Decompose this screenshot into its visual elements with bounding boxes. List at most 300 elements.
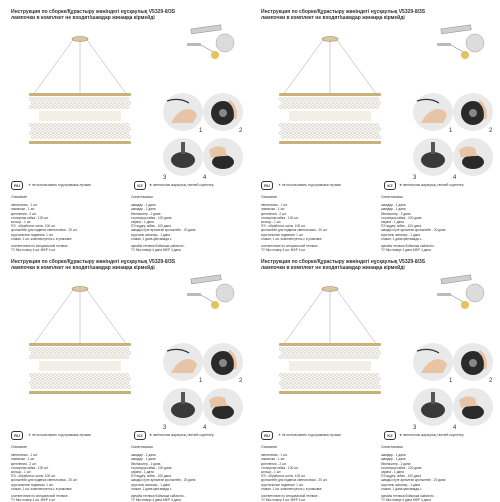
crystal-bead xyxy=(279,123,282,126)
hand-socket-icon xyxy=(203,138,243,176)
crystal-bead xyxy=(89,381,92,384)
crystal-bead xyxy=(59,351,62,354)
crystal-bead xyxy=(111,101,114,104)
crystal-bead xyxy=(61,97,64,100)
crystal-bead xyxy=(69,381,72,384)
crystal-bead xyxy=(311,131,314,134)
crystal-bead xyxy=(307,381,310,384)
crystal-bead xyxy=(99,351,102,354)
crystal-bead xyxy=(43,135,46,138)
crystal-bead xyxy=(355,105,358,108)
step-number-1: 1 xyxy=(449,378,453,384)
crystal-bead xyxy=(93,131,96,134)
crystal-bead xyxy=(295,105,298,108)
crystal-bead xyxy=(29,131,32,134)
crystal-bead xyxy=(309,127,312,130)
crystal-bead xyxy=(113,105,116,108)
crystal-bead xyxy=(297,377,300,380)
crystal-bead xyxy=(359,97,362,100)
crystal-bead xyxy=(321,377,324,380)
crystal-bead xyxy=(73,131,76,134)
crystal-bead xyxy=(343,355,346,358)
crystal-bead xyxy=(283,123,286,126)
crystal-bead xyxy=(295,381,298,384)
crystal-bead xyxy=(79,135,82,138)
step-1-illustration xyxy=(163,93,203,131)
crystal-bead xyxy=(59,101,62,104)
ru-note: ☀ не использовать под прямыми лучами xyxy=(278,432,341,437)
crystal-bead xyxy=(345,101,348,104)
ru-description-line: стакан, 1 шт. комплектуется ≥ в упаковке xyxy=(261,236,322,241)
chandelier-drawing xyxy=(279,287,381,395)
crystal-bead xyxy=(345,127,348,130)
lamp-cap-icon xyxy=(203,93,243,131)
crystal-bead xyxy=(113,97,116,100)
crystal-bead xyxy=(73,123,76,126)
crystal-bead xyxy=(343,381,346,384)
crystal-bead xyxy=(125,131,128,134)
crystal-bead xyxy=(307,131,310,134)
crystal-bead xyxy=(345,377,348,380)
crystal-bead xyxy=(371,381,374,384)
crystal-bead xyxy=(69,131,72,134)
crystal-bead xyxy=(281,135,284,138)
crystal-bead xyxy=(109,355,112,358)
crystal-bead xyxy=(87,135,90,138)
crystal-bead xyxy=(343,97,346,100)
crystal-bead xyxy=(125,381,128,384)
crystal-bead xyxy=(127,101,130,104)
ru-description-line: стакан, 1 шт. комплектуется ≥ в упаковке xyxy=(261,486,322,491)
crystal-bead xyxy=(81,131,84,134)
crystal-bead xyxy=(305,377,308,380)
step-4-illustration xyxy=(453,138,493,176)
step-2-illustration xyxy=(453,343,493,381)
crystal-bead xyxy=(53,373,56,376)
step-number-1: 1 xyxy=(199,128,203,134)
crystal-bead xyxy=(123,385,126,388)
crystal-bead xyxy=(75,351,78,354)
crystal-bead xyxy=(45,131,48,134)
crystal-bead xyxy=(37,373,40,376)
crystal-bead xyxy=(61,355,64,358)
crystal-bead xyxy=(329,385,332,388)
crystal-bead xyxy=(351,347,354,350)
crystal-bead xyxy=(85,105,88,108)
crystal-bead xyxy=(283,105,286,108)
crystal-bead xyxy=(127,385,130,388)
crystal-bead xyxy=(365,377,368,380)
crystal-bead xyxy=(41,347,44,350)
crystal-bead xyxy=(119,351,122,354)
kz-description xyxy=(131,195,231,252)
crystal-bead xyxy=(375,105,378,108)
crystal-bead xyxy=(343,131,346,134)
crystal-bead xyxy=(75,377,78,380)
crystal-bead xyxy=(105,381,108,384)
crystal-bead xyxy=(51,385,54,388)
crystal-bead xyxy=(295,123,298,126)
crystal-bead xyxy=(283,131,286,134)
step-1-illustration xyxy=(413,93,453,131)
crystal-bead xyxy=(375,355,378,358)
ru-description-line: кольцо - 1 шт. xyxy=(11,220,32,225)
crystal-bead xyxy=(335,131,338,134)
crystal-bead xyxy=(77,105,80,108)
crystal-bead xyxy=(367,105,370,108)
crystal-bead xyxy=(47,385,50,388)
step-2-illustration xyxy=(453,93,493,131)
crystal-bead xyxy=(75,135,78,138)
crystal-bead xyxy=(63,135,66,138)
crystal-bead xyxy=(319,97,322,100)
crystal-bead xyxy=(309,351,312,354)
crystal-bead xyxy=(303,123,306,126)
chandelier-illustration xyxy=(5,33,155,168)
crystal-bead xyxy=(59,127,62,130)
crystal-bead xyxy=(357,135,360,138)
crystal-bead xyxy=(363,355,366,358)
crystal-bead xyxy=(279,373,282,376)
crystal-bead xyxy=(353,377,356,380)
crystal-bead xyxy=(309,101,312,104)
step-4-illustration xyxy=(203,138,243,176)
crystal-bead xyxy=(37,131,40,134)
crystal-bead xyxy=(55,351,58,354)
crystal-bead xyxy=(93,105,96,108)
crystal-bead xyxy=(33,97,36,100)
crystal-bead xyxy=(331,123,334,126)
kz-note: ★ светильник жарықтың тікелей сәулелер xyxy=(149,432,214,437)
crystal-bead xyxy=(29,347,32,350)
ru-description-line: светильник - 1 шт. xyxy=(261,203,288,208)
crystal-bead xyxy=(121,97,124,100)
crystal-bead xyxy=(35,351,38,354)
crystal-bead xyxy=(101,355,104,358)
crystal-bead xyxy=(359,131,362,134)
step-3-illustration xyxy=(413,388,453,426)
crystal-bead xyxy=(327,373,330,376)
crystal-bead xyxy=(31,127,34,130)
crystal-bead xyxy=(39,135,42,138)
crystal-bead xyxy=(97,373,100,376)
crystal-bead xyxy=(117,131,120,134)
crystal-bead xyxy=(91,127,94,130)
crystal-bead xyxy=(315,347,318,350)
crystal-bead xyxy=(71,101,74,104)
crystal-bead xyxy=(87,377,90,380)
crystal-bead xyxy=(291,131,294,134)
crystal-bead xyxy=(335,381,338,384)
crystal-bead xyxy=(95,101,98,104)
title-line-2: лампочки в комплект не входят/шамдар жинаққа кірмейді xyxy=(11,15,155,21)
ru-note: ☀ не использовать под прямыми лучами xyxy=(278,182,341,187)
crystal-bead xyxy=(87,127,90,130)
crystal-bead xyxy=(319,355,322,358)
crystal-bead xyxy=(293,351,296,354)
crystal-bead xyxy=(35,385,38,388)
lamp-cap-icon xyxy=(453,343,493,381)
sheet-title xyxy=(261,259,436,271)
crystal-bead xyxy=(301,377,304,380)
crystal-bead xyxy=(377,135,380,138)
crystal-bead xyxy=(77,347,80,350)
crystal-bead xyxy=(121,355,124,358)
crystal-bead xyxy=(279,347,282,350)
crystal-bead xyxy=(103,377,106,380)
crystal-bead xyxy=(51,135,54,138)
crystal-bead xyxy=(97,123,100,126)
crystal-bead xyxy=(77,123,80,126)
crystal-bead xyxy=(307,347,310,350)
kz-description-line: тоқтатқыш гайка - 100 дана xyxy=(131,465,172,470)
crystal-bead xyxy=(115,135,118,138)
crystal-bead xyxy=(363,123,366,126)
crystal-bead xyxy=(79,377,82,380)
crystal-bead xyxy=(99,101,102,104)
crystal-bead xyxy=(41,373,44,376)
crystal-bead xyxy=(41,131,44,134)
crystal-bead xyxy=(363,347,366,350)
crystal-bead xyxy=(29,373,32,376)
crystal-bead xyxy=(323,97,326,100)
title-line-2: лампочки в комплект не входят/шамдар жинаққа кірмейді xyxy=(261,15,405,21)
kz-description-line: сақина - 1 дана xyxy=(381,470,404,475)
crystal-bead xyxy=(91,377,94,380)
crystal-bead xyxy=(95,385,98,388)
crystal-bead xyxy=(373,385,376,388)
crystal-bead xyxy=(85,123,88,126)
crystal-bead xyxy=(279,355,282,358)
kz-description-line: бекіткіштер - 2 дана xyxy=(381,461,411,466)
crystal-bead xyxy=(45,123,48,126)
crystal-bead xyxy=(345,135,348,138)
crystal-bead xyxy=(113,347,116,350)
crystal-bead xyxy=(369,127,372,130)
step-number-4: 4 xyxy=(203,425,207,431)
crystal-bead xyxy=(303,355,306,358)
kz-header: Сипаттамасы xyxy=(381,195,403,199)
ru-description-line: хрустальные подвески: 1 шт. xyxy=(11,482,54,487)
crystal-bead xyxy=(105,97,108,100)
crystal-bead xyxy=(111,351,114,354)
ru-header: Описание xyxy=(11,445,28,449)
crystal-bead xyxy=(331,381,334,384)
ru-description-line: кронштейн для подвеса светильника - 20 шт. xyxy=(261,478,328,483)
crystal-bead xyxy=(327,123,330,126)
crystal-bead xyxy=(357,377,360,380)
ru-description-line: светильник - 1 шт. xyxy=(261,453,288,458)
ru-description-line: светильник - 1 шт. xyxy=(11,453,38,458)
step-number-2: 2 xyxy=(489,128,493,134)
crystal-bead xyxy=(89,97,92,100)
crystal-bead xyxy=(319,105,322,108)
crystal-bead xyxy=(371,131,374,134)
crystal-bead xyxy=(53,347,56,350)
crystal-bead xyxy=(365,351,368,354)
kz-note: ★ светильник жарықтың тікелей сәулелер xyxy=(399,432,464,437)
crystal-bead xyxy=(377,385,380,388)
crystal-bead xyxy=(351,97,354,100)
kz-footer-line: ТУ Мкс нөмірі 4 дана МФР 4 дана xyxy=(381,248,431,253)
crystal-bead xyxy=(311,381,314,384)
crystal-bead xyxy=(55,101,58,104)
crystal-bead xyxy=(63,101,66,104)
crystal-bead xyxy=(121,131,124,134)
crystal-bead xyxy=(335,123,338,126)
crystal-bead xyxy=(297,127,300,130)
crystal-bead xyxy=(101,105,104,108)
crystal-bead xyxy=(299,355,302,358)
crystal-bead xyxy=(355,347,358,350)
crystal-bead xyxy=(67,351,70,354)
crystal-bead xyxy=(361,127,364,130)
crystal-bead xyxy=(345,385,348,388)
crystal-bead xyxy=(285,385,288,388)
crystal-bead xyxy=(327,381,330,384)
crystal-bead xyxy=(29,123,32,126)
crystal-bead xyxy=(89,123,92,126)
crystal-bead xyxy=(81,355,84,358)
crystal-bead xyxy=(117,373,120,376)
chandelier-illustration xyxy=(255,33,405,168)
crystal-bead xyxy=(87,385,90,388)
crystal-bead xyxy=(45,373,48,376)
crystal-bead xyxy=(359,381,362,384)
crystal-bead xyxy=(307,373,310,376)
kz-description-line: ПЭ өңдеу: жібек - 100 дана xyxy=(131,474,171,479)
crystal-bead xyxy=(63,351,66,354)
crystal-bead xyxy=(375,373,378,376)
crystal-bead xyxy=(127,127,130,130)
crystal-bead xyxy=(69,373,72,376)
crystal-bead xyxy=(339,97,342,100)
crystal-bead xyxy=(87,351,90,354)
crystal-bead xyxy=(97,131,100,134)
crystal-bead xyxy=(295,373,298,376)
crystal-bead xyxy=(97,97,100,100)
crystal-bead xyxy=(51,127,54,130)
crystal-bead xyxy=(45,105,48,108)
crystal-bead xyxy=(323,123,326,126)
crystal-bead xyxy=(123,377,126,380)
crystal-bead xyxy=(107,377,110,380)
crystal-bead xyxy=(367,381,370,384)
crystal-bead xyxy=(347,347,350,350)
crystal-bead xyxy=(103,385,106,388)
crystal-bead xyxy=(87,101,90,104)
kz-footer-line: арнайы техника бойынша сәйкестік - xyxy=(131,494,186,499)
crystal-bead xyxy=(299,347,302,350)
crystal-bead xyxy=(355,123,358,126)
crystal-bead xyxy=(373,135,376,138)
step-1-illustration xyxy=(413,343,453,381)
crystal-bead xyxy=(101,373,104,376)
crystal-bead xyxy=(47,377,50,380)
crystal-bead xyxy=(73,373,76,376)
crystal-bead xyxy=(339,347,342,350)
crystal-bead xyxy=(73,381,76,384)
crystal-bead xyxy=(331,105,334,108)
title-line-2: лампочки в комплект не входят/шамдар жинаққа кірмейді xyxy=(261,265,405,271)
crystal-bead xyxy=(113,131,116,134)
crystal-bead xyxy=(313,135,316,138)
crystal-bead xyxy=(281,377,284,380)
crystal-bead xyxy=(339,105,342,108)
kz-description-line: тоқтатқыш гайка - 100 дана xyxy=(131,215,172,220)
crystal-bead xyxy=(317,135,320,138)
crystal-bead xyxy=(107,135,110,138)
crystal-bead xyxy=(65,105,68,108)
step-2-illustration xyxy=(203,343,243,381)
crystal-bead xyxy=(367,373,370,376)
crystal-bead xyxy=(115,127,118,130)
crystal-bead xyxy=(341,351,344,354)
crystal-bead xyxy=(65,131,68,134)
crystal-bead xyxy=(103,127,106,130)
crystal-bead xyxy=(313,377,316,380)
crystal-bead xyxy=(123,351,126,354)
kz-header: Сипаттамасы xyxy=(131,195,153,199)
crystal-bead xyxy=(113,381,116,384)
kz-description-line: шамды ілуге арналған кронштейн - 20 дана xyxy=(131,228,196,233)
crystal-bead xyxy=(353,135,356,138)
crystal-bead xyxy=(341,101,344,104)
kz-description-line: сақина - 1 дана xyxy=(131,470,154,475)
crystal-bead xyxy=(49,131,52,134)
crystal-bead xyxy=(63,377,66,380)
crystal-bead xyxy=(29,97,32,100)
crystal-bead xyxy=(375,97,378,100)
crystal-bead xyxy=(85,131,88,134)
mounting-bracket-illustration xyxy=(435,23,491,63)
crystal-bead xyxy=(321,385,324,388)
crystal-bead xyxy=(377,351,380,354)
step-number-2: 2 xyxy=(239,378,243,384)
crystal-bead xyxy=(367,347,370,350)
crystal-bead xyxy=(285,351,288,354)
ru-description-line: стакан, 1 шт. комплектуется ≥ в упаковке xyxy=(11,486,72,491)
crystal-bead xyxy=(355,355,358,358)
ru-description-line: стопорная гайка - 100 шт. xyxy=(261,465,299,470)
crystal-bead xyxy=(323,105,326,108)
ru-description-line: кольцо - 1 шт. xyxy=(261,220,282,225)
crystal-bead xyxy=(347,105,350,108)
crystal-bead xyxy=(347,123,350,126)
crystal-bead xyxy=(347,131,350,134)
ru-note: ☀ не использовать под прямыми лучами xyxy=(28,182,91,187)
crystal-bead xyxy=(355,97,358,100)
crystal-bead xyxy=(39,101,42,104)
crystal-bead xyxy=(97,105,100,108)
language-badges xyxy=(11,181,241,191)
crystal-bead xyxy=(359,355,362,358)
crystal-bead xyxy=(291,373,294,376)
crystal-bead xyxy=(77,381,80,384)
crystal-bead xyxy=(69,123,72,126)
crystal-bead xyxy=(33,131,36,134)
ru-description-line: стакан, 1 шт. комплектуется ≥ в упаковке xyxy=(11,236,72,241)
crystal-bead xyxy=(361,377,364,380)
ru-description-line: кольцо - 1 шт. xyxy=(261,470,282,475)
ru-footer-line: ТУ Мкс номер 4 шт. МФР 4 шт xyxy=(11,498,56,502)
crystal-bead xyxy=(365,101,368,104)
crystal-bead xyxy=(327,97,330,100)
crystal-bead xyxy=(89,131,92,134)
step-number-3: 3 xyxy=(413,425,417,431)
crystal-bead xyxy=(351,105,354,108)
crystal-bead xyxy=(55,135,58,138)
